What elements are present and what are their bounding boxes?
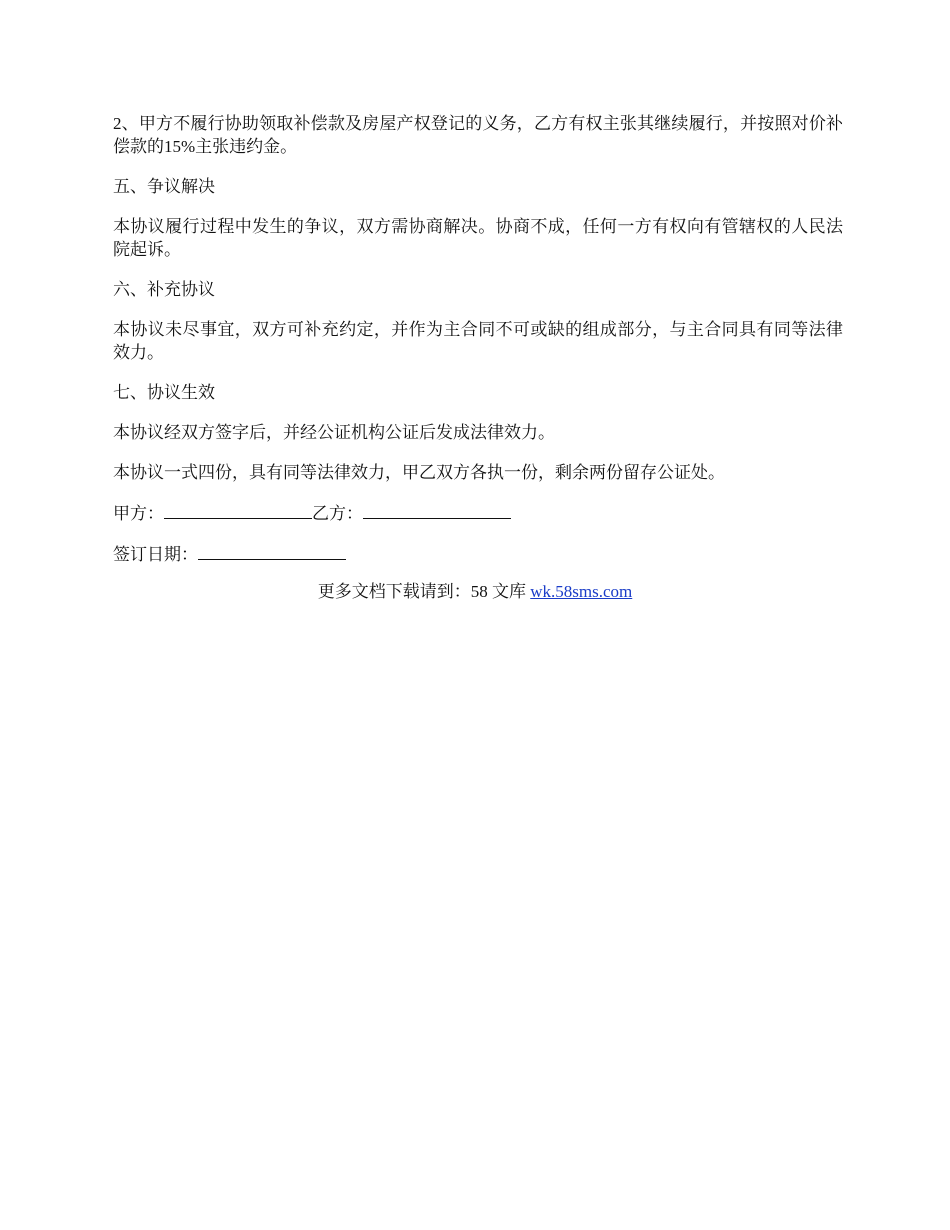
sign-date-label: 签订日期： <box>113 545 198 564</box>
clause-2-breach: 2、甲方不履行协助领取补偿款及房屋产权登记的义务，乙方有权主张其继续履行，并按照对价补偿款的15%主张违约金。 <box>113 114 843 156</box>
footer-download-note <box>0 580 950 603</box>
party-a-label: 甲方： <box>113 504 164 523</box>
sign-date-row <box>113 542 843 566</box>
sign-date-line <box>198 542 346 560</box>
section-6-text: 本协议未尽事宜，双方可补充约定，并作为主合同不可或缺的组成部分，与主合同具有同等法律效力。 <box>113 320 843 362</box>
section-5-text: 本协议履行过程中发生的争议，双方需协商解决。协商不成，任何一方有权向有管辖权的人民法院起诉。 <box>113 217 843 259</box>
party-b-label: 乙方： <box>312 504 363 523</box>
section-7-text-1: 本协议经双方签字后，并经公证机构公证后发成法律效力。 <box>113 423 555 442</box>
signature-row <box>113 501 843 525</box>
section-5-heading: 五、争议解决 <box>113 177 215 196</box>
section-7-text-2: 本协议一式四份，具有同等法律效力，甲乙双方各执一份，剩余两份留存公证处。 <box>113 463 725 482</box>
footer-text: 更多文档下载请到：58 文库 <box>317 582 531 601</box>
footer-link[interactable]: wk.58sms.com <box>530 582 633 601</box>
party-a-signature-line <box>164 501 312 519</box>
section-7-heading: 七、协议生效 <box>113 383 215 402</box>
document-body <box>113 112 843 583</box>
section-6-heading: 六、补充协议 <box>113 280 215 299</box>
party-b-signature-line <box>363 501 511 519</box>
